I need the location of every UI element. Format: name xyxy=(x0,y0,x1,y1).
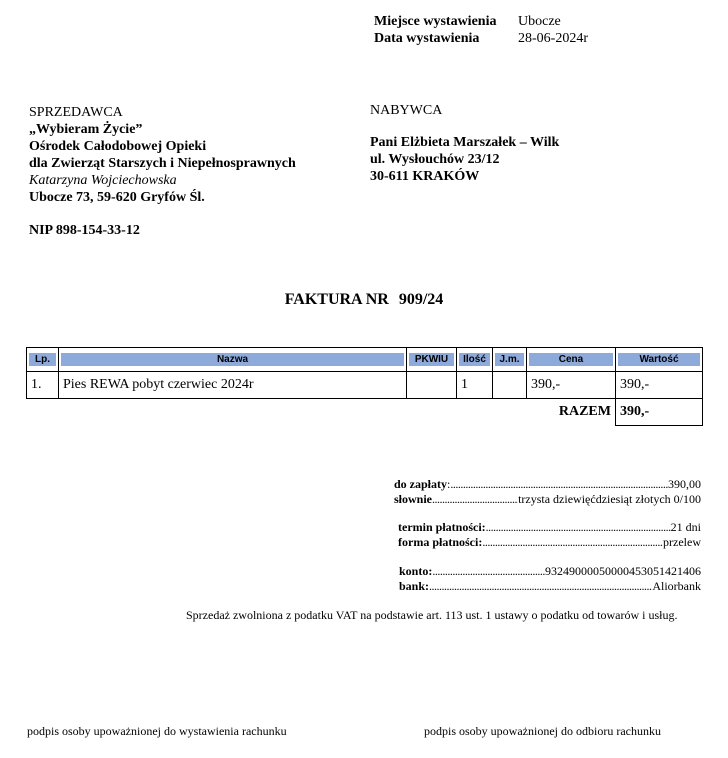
amount-due-label: do zapłaty xyxy=(394,477,448,491)
cell-lp: 1. xyxy=(27,372,59,399)
cell-pkwiu xyxy=(407,372,457,399)
header-cell-nazwa: Nazwa xyxy=(59,348,407,372)
receiver-signature-label: podpis osoby upoważnionej do odbioru rachunku xyxy=(424,724,661,738)
payment-form-label: forma płatności: xyxy=(398,535,483,549)
items-table xyxy=(26,347,703,426)
bank-row xyxy=(399,579,701,594)
table-row xyxy=(27,372,703,399)
issue-meta xyxy=(374,13,588,47)
amount-due-value: 390,00 xyxy=(668,477,701,491)
bank-value: Aliorbank xyxy=(652,579,701,593)
account-label: konto: xyxy=(399,564,433,578)
seller-heading: SPRZEDAWCA xyxy=(29,105,123,120)
buyer-line-2: ul. Wysłouchów 23/12 xyxy=(370,152,500,167)
seller-line-1: „Wybieram Życie” xyxy=(29,122,143,137)
payment-terms-block xyxy=(398,520,701,550)
header-cell-wartosc: Wartość xyxy=(616,348,703,372)
issue-place-label: Miejsce wystawienia xyxy=(374,14,497,29)
issue-date-label: Data wystawienia xyxy=(374,31,480,46)
buyer-line-1: Pani Elżbieta Marszałek – Wilk xyxy=(370,135,560,150)
issue-place-value: Ubocze xyxy=(518,14,561,29)
amount-words-row xyxy=(394,492,701,507)
total-value: 390,- xyxy=(616,399,703,426)
invoice-number: 909/24 xyxy=(398,291,444,308)
amount-due-row: do zapłaty : ..... 390,00 xyxy=(394,477,701,492)
seller-line-5: Ubocze 73, 59-620 Gryfów Śl. xyxy=(29,190,205,205)
account-row xyxy=(399,564,701,579)
payment-term-label: termin płatności: xyxy=(398,520,486,534)
seller-line-3: dla Zwierząt Starszych i Niepełnosprawnych xyxy=(29,156,296,171)
buyer-block xyxy=(370,102,559,185)
cell-cena: 390,- xyxy=(527,372,616,399)
invoice-title-label: FAKTURA NR xyxy=(284,291,389,308)
cell-nazwa: Pies REWA pobyt czerwiec 2024r xyxy=(59,372,407,399)
seller-line-2: Ośrodek Całodobowej Opieki xyxy=(29,139,207,154)
cell-wartosc: 390,- xyxy=(616,372,703,399)
account-value: 93249000050000453051421406 xyxy=(545,564,701,578)
amount-words-value: trzysta dziewięćdziesiąt złotych 0/100 xyxy=(518,492,701,506)
header-cell-cena: Cena xyxy=(527,348,616,372)
seller-line-4: Katarzyna Wojciechowska xyxy=(29,173,177,188)
issue-date-row xyxy=(374,30,588,47)
total-row xyxy=(27,399,703,426)
payment-form-row xyxy=(398,535,701,550)
invoice-title xyxy=(0,291,728,309)
issue-date-value: 28-06-2024r xyxy=(518,31,588,46)
bank-block xyxy=(399,564,701,594)
buyer-line-3: 30-611 KRAKÓW xyxy=(370,169,480,184)
issue-place-row xyxy=(374,13,588,30)
seller-nip: NIP 898-154-33-12 xyxy=(29,223,140,238)
payment-term-row xyxy=(398,520,701,535)
payment-term-value: 21 dni xyxy=(670,520,701,534)
vat-exemption-note: Sprzedaż zwolniona z podatku VAT na podstawie art. 113 ust. 1 ustawy o podatku od towarów i usług. xyxy=(186,608,678,622)
cell-ilosc: 1 xyxy=(457,372,493,399)
cell-jm xyxy=(493,372,527,399)
header-cell-pkwiu: PKWIU xyxy=(407,348,457,372)
total-label: RAZEM xyxy=(558,404,611,420)
amount-words-label: słownie xyxy=(394,492,433,506)
issuer-signature-label: podpis osoby upoważnionej do wystawienia rachunku xyxy=(27,724,287,738)
header-cell-ilosc: Ilość xyxy=(457,348,493,372)
payment-due-block xyxy=(394,477,701,507)
header-cell-jm: J.m. xyxy=(493,348,527,372)
header-cell-lp: Lp. xyxy=(27,348,59,372)
table-header-row xyxy=(27,348,703,372)
bank-label: bank: xyxy=(399,579,430,593)
seller-block xyxy=(29,104,296,239)
buyer-heading: NABYWCA xyxy=(370,103,443,118)
payment-form-value: przelew xyxy=(663,535,701,549)
